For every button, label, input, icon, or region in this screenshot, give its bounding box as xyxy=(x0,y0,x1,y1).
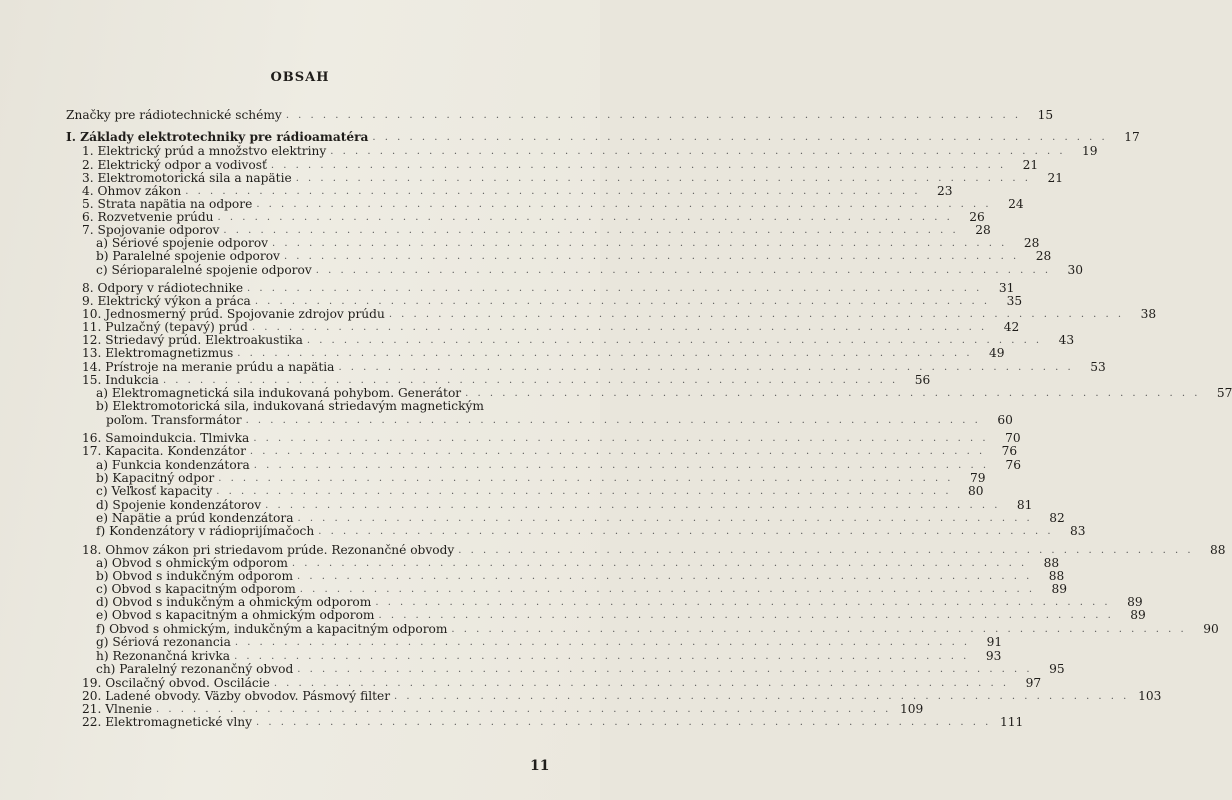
toc-entry-page: 89 xyxy=(1130,608,1146,622)
toc-entry-title: 20. Ladené obvody. Väzby obvodov. Pásmový filter xyxy=(82,689,391,703)
toc-entry xyxy=(66,263,1084,277)
toc-entry xyxy=(66,399,556,413)
toc-entry-page: 93 xyxy=(985,649,1002,663)
toc-entry-page: 76 xyxy=(1001,444,1018,458)
toc-leader-dots: . . . . . . . . . . . . . . . . . . . . . . . . . . . . . . . . . . . . . . . . . . . . . . . . . . . . . . . . . . . . xyxy=(245,415,981,426)
toc-entry-page: 81 xyxy=(1016,498,1033,512)
toc-entry-title: 5. Strata napätia na odpore xyxy=(82,197,253,211)
toc-entry xyxy=(66,689,1162,703)
toc-entry xyxy=(66,543,1226,557)
toc-entry xyxy=(66,236,1040,250)
toc-entry-title: 12. Striedavý prúd. Elektroakustika xyxy=(82,333,303,347)
toc-entry-title: f) Kondenzátory v rádioprijímačoch xyxy=(96,524,315,538)
toc-entry xyxy=(66,715,1024,729)
toc-entry xyxy=(66,184,953,198)
toc-entry xyxy=(66,281,1015,295)
toc-entry-page: 89 xyxy=(1051,582,1068,596)
toc-leader-dots: . . . . . . . . . . . . . . . . . . . . . . . . . . . . . . . . . . . . . . . . . . . . . . . . . . . . . . . . . . . . xyxy=(253,433,989,444)
toc-entry-page: 88 xyxy=(1210,543,1226,557)
toc-entry-title: 3. Elektromotorická sila a napätie xyxy=(82,171,292,185)
toc-entry xyxy=(66,320,1020,334)
toc-leader-dots: . . . . . . . . . . . . . . . . . . . . . . . . . . . . . . . . . . . . . . . . . . . . . . . . . . . . . . . . . . . . xyxy=(253,460,990,471)
toc-entry xyxy=(66,484,984,498)
toc-entry-page: 57 xyxy=(1216,386,1232,400)
toc-leader-dots: . . . . . . . . . . . . . . . . . . . . . . . . . . . . . . . . . . . . . . . . . . . . . . . . . . . . . . . . . . . . xyxy=(291,558,1028,569)
toc-entry-page: 21 xyxy=(1022,158,1039,172)
toc-leader-dots: . . . . . . . . . . . . . . . . . . . . . . . . . . . . . . . . . . . . . . . . . . . . . . . . . . . . . . . . . . . . xyxy=(234,651,970,662)
toc-leader-dots: . . . . . . . . . . . . . . . . . . . . . . . . . . . . . . . . . . . . . . . . . . . . . . . . . . . . . . . . . . . . xyxy=(299,584,1036,595)
toc-entry-title: 11. Pulzačný (tepavý) prúd xyxy=(82,320,248,334)
toc-entry-title: 16. Samoindukcia. Tlmivka xyxy=(82,431,250,445)
toc-leader-dots: . . . . . . . . . . . . . . . . . . . . . . . . . . . . . . . . . . . . . . . . . . . . . . . . . . . . . . . . . . . . xyxy=(297,664,1033,675)
toc-entry-title: 8. Odpory v rádiotechnike xyxy=(82,281,244,295)
toc-leader-dots: . . . . . . . . . . . . . . . . . . . . . . . . . . . . . . . . . . . . . . . . . . . . . . . . . . . . . . . . . . . . xyxy=(251,322,988,333)
toc-entry-page: 97 xyxy=(1025,676,1042,690)
toc-leader-dots: . . . . . . . . . . . . . . . . . . . . . . . . . . . . . . . . . . . . . . . . . . . . . . . . . . . . . . . . . . . . xyxy=(297,571,1033,582)
toc-leader-dots: . . . . . . . . . . . . . . . . . . . . . . . . . . . . . . . . . . . . . . . . . . . . . . . . . . . . . . . . . . . . xyxy=(372,132,1108,143)
toc-leader-dots: . . . . . . . . . . . . . . . . . . . . . . . . . . . . . . . . . . . . . . . . . . . . . . . . . . . . . . . . . . . . xyxy=(265,500,1001,511)
toc-entry-title: b) Obvod s indukčným odporom xyxy=(96,569,294,583)
toc-leader-dots: . . . . . . . . . . . . . . . . . . . . . . . . . . . . . . . . . . . . . . . . . . . . . . . . . . . . . . . . . . . . xyxy=(378,610,1114,621)
toc-entry-title: Značky pre rádiotechnické schémy xyxy=(66,108,282,122)
toc-entry-page: 23 xyxy=(937,184,953,198)
toc-entry-title: 21. Vlnenie xyxy=(82,702,152,716)
toc-entry-title: 1. Elektrický prúd a množstvo elektriny xyxy=(82,144,327,158)
toc-entry-page: 83 xyxy=(1070,524,1086,538)
toc-entry-page: 26 xyxy=(969,210,985,224)
toc-entry-title: 9. Elektrický výkon a práca xyxy=(82,294,251,308)
toc-entry-page: 28 xyxy=(1023,236,1040,250)
toc-entry-title: 4. Ohmov zákon xyxy=(82,184,182,198)
toc-leader-dots: . . . . . . . . . . . . . . . . . . . . . . . . . . . . . . . . . . . . . . . . . . . . . . . . . . . . . . . . . . . . xyxy=(451,624,1187,635)
toc-entry-title: b) Paralelné spojenie odporov xyxy=(96,249,280,263)
toc-leader-dots: . . . . . . . . . . . . . . . . . . . . . . . . . . . . . . . . . . . . . . . . . . . . . . . . . . . . . . . . . . . . xyxy=(285,110,1022,121)
toc-leader-dots: . . . . . . . . . . . . . . . . . . . . . . . . . . . . . . . . . . . . . . . . . . . . . . . . . . . . . . . . . . . . xyxy=(218,473,954,484)
toc-entry-page: 28 xyxy=(975,223,991,237)
toc-entry-page: 30 xyxy=(1067,263,1084,277)
toc-entry-page: 80 xyxy=(968,484,984,498)
toc-entry-title: e) Obvod s kapacitným a ohmickým odporom xyxy=(96,608,375,622)
toc-leader-dots: . . . . . . . . . . . . . . . . . . . . . . . . . . . . . . . . . . . . . . . . . . . . . . . . . . . . . . . . . . . . xyxy=(330,146,1066,157)
toc-entry-title: 13. Elektromagnetizmus xyxy=(82,346,234,360)
toc-leader-dots: . . . . . . . . . . . . . . . . . . . . . . . . . . . . . . . . . . . . . . . . . . . . . . . . . . . . . . . . . . . . xyxy=(216,486,952,497)
toc-entry xyxy=(66,386,1232,400)
toc-entry-title: 22. Elektromagnetické vlny xyxy=(82,715,253,729)
toc-entry xyxy=(66,158,1039,172)
toc-entry-title: a) Funkcia kondenzátora xyxy=(96,458,250,472)
toc-entry-title: d) Obvod s indukčným a ohmickým odporom xyxy=(96,595,372,609)
toc-entry xyxy=(66,556,1060,570)
toc-leader-dots: . . . . . . . . . . . . . . . . . . . . . . . . . . . . . . . . . . . . . . . . . . . . . . . . . . . . . . . . . . . . xyxy=(162,375,899,386)
toc-entry-title: 19. Oscilačný obvod. Oscilácie xyxy=(82,676,270,690)
toc-entry-page: 24 xyxy=(1008,197,1024,211)
toc-leader-dots: . . . . . . . . . . . . . . . . . . . . . . . . . . . . . . . . . . . . . . . . . . . . . . . . . . . . . . . . . . . . xyxy=(283,251,1020,262)
toc-entry-page: 109 xyxy=(900,702,924,716)
toc-entry xyxy=(66,360,1106,374)
toc-entry xyxy=(66,431,1021,445)
toc-entry xyxy=(66,595,1143,609)
toc-entry-page: 76 xyxy=(1005,458,1022,472)
toc-entry-page: 88 xyxy=(1048,569,1065,583)
toc-heading: OBSAH xyxy=(270,70,330,85)
toc-entry-page: 38 xyxy=(1140,307,1157,321)
toc-entry-title: a) Elektromagnetická sila indukovaná pohybom. Generátor xyxy=(96,386,462,400)
toc-entry xyxy=(66,635,1003,649)
toc-entry xyxy=(66,108,1054,122)
toc-entry xyxy=(66,210,985,224)
page-number: 11 xyxy=(530,758,550,774)
toc-entry-title: 10. Jednosmerný prúd. Spojovanie zdrojov prúdu xyxy=(82,307,385,321)
toc-entry-page: 79 xyxy=(969,471,986,485)
toc-entry-page: 28 xyxy=(1035,249,1052,263)
toc-leader-dots: . . . . . . . . . . . . . . . . . . . . . . . . . . . . . . . . . . . . . . . . . . . . . . . . . . . . . . . . . . . . xyxy=(315,265,1052,276)
toc-entry xyxy=(66,608,1146,622)
toc-entry xyxy=(66,171,1063,185)
toc-entry xyxy=(66,197,1024,211)
toc-entry-title: 14. Prístroje na meranie prúdu a napätia xyxy=(82,360,335,374)
toc-entry-title: b) Elektromotorická sila, indukovaná striedavým magnetickým xyxy=(96,399,484,413)
toc-entry-page: 43 xyxy=(1058,333,1075,347)
toc-entry-page: 53 xyxy=(1090,360,1106,374)
toc-entry-page: 90 xyxy=(1203,622,1219,636)
toc-entry xyxy=(66,662,1065,676)
toc-entry-title: 18. Ohmov zákon pri striedavom prúde. Rezonančné obvody xyxy=(82,543,455,557)
toc-entry-title: 2. Elektrický odpor a vodivosť xyxy=(82,158,267,172)
toc-leader-dots: . . . . . . . . . . . . . . . . . . . . . . . . . . . . . . . . . . . . . . . . . . . . . . . . . . . . . . . . . . . . xyxy=(388,309,1125,320)
toc-leader-dots: . . . . . . . . . . . . . . . . . . . . . . . . . . . . . . . . . . . . . . . . . . . . . . . . . . . . . . . . . . . . xyxy=(247,283,983,294)
toc-entry-title: a) Obvod s ohmickým odporom xyxy=(96,556,288,570)
toc-entry-page: 60 xyxy=(997,413,1013,427)
toc-entry-page: 15 xyxy=(1037,108,1054,122)
toc-leader-dots: . . . . . . . . . . . . . . . . . . . . . . . . . . . . . . . . . . . . . . . . . . . . . . . . . . . . . . . . . . . . xyxy=(458,545,1194,556)
toc-entry xyxy=(66,524,1086,538)
toc-entry xyxy=(66,471,986,485)
toc-entry xyxy=(66,569,1065,583)
toc-leader-dots: . . . . . . . . . . . . . . . . . . . . . . . . . . . . . . . . . . . . . . . . . . . . . . . . . . . . . . . . . . . . xyxy=(272,238,1008,249)
toc-entry-title: 17. Kapacita. Kondenzátor xyxy=(82,444,246,458)
toc-entry-page: 88 xyxy=(1043,556,1060,570)
toc-entry-page: 95 xyxy=(1049,662,1065,676)
toc-leader-dots: . . . . . . . . . . . . . . . . . . . . . . . . . . . . . . . . . . . . . . . . . . . . . . . . . . . . . . . . . . . . xyxy=(217,212,953,223)
toc-leader-dots: . . . . . . . . . . . . . . . . . . . . . . . . . . . . . . . . . . . . . . . . . . . . . . . . . . . . . . . . . . . . xyxy=(394,691,1130,702)
toc-entry-page: 70 xyxy=(1005,431,1021,445)
toc-entry xyxy=(66,702,924,716)
toc-leader-dots: . . . . . . . . . . . . . . . . . . . . . . . . . . . . . . . . . . . . . . . . . . . . . . . . . . . . . . . . . . . . xyxy=(375,597,1111,608)
toc-entry-page: 31 xyxy=(998,281,1015,295)
toc-entry-title: poľom. Transformátor xyxy=(106,413,242,427)
toc-entry-title: h) Rezonančná krivka xyxy=(96,649,231,663)
toc-entry-title: I. Základy elektrotechniky pre rádioamatéra xyxy=(66,130,369,144)
toc-leader-dots: . . . . . . . . . . . . . . . . . . . . . . . . . . . . . . . . . . . . . . . . . . . . . . . . . . . . . . . . . . . . xyxy=(237,348,973,359)
toc-entry xyxy=(66,223,991,237)
toc-entry-title: 15. Indukcia xyxy=(82,373,159,387)
toc-entry xyxy=(66,346,1005,360)
toc-entry-page: 49 xyxy=(989,346,1005,360)
toc-entry xyxy=(66,511,1065,525)
toc-entry xyxy=(66,413,1013,427)
toc-leader-dots: . . . . . . . . . . . . . . . . . . . . . . . . . . . . . . . . . . . . . . . . . . . . . . . . . . . . . . . . . . . . xyxy=(155,704,892,715)
toc-entry xyxy=(66,582,1068,596)
toc-entry xyxy=(66,458,1022,472)
toc-entry-title: c) Sérioparalelné spojenie odporov xyxy=(96,263,312,277)
toc-leader-dots: . . . . . . . . . . . . . . . . . . . . . . . . . . . . . . . . . . . . . . . . . . . . . . . . . . . . . . . . . . . . xyxy=(295,173,1031,184)
toc-leader-dots: . . . . . . . . . . . . . . . . . . . . . . . . . . . . . . . . . . . . . . . . . . . . . . . . . . . . . . . . . . . . xyxy=(273,678,1010,689)
toc-entry xyxy=(66,373,931,387)
toc-leader-dots: . . . . . . . . . . . . . . . . . . . . . . . . . . . . . . . . . . . . . . . . . . . . . . . . . . . . . . . . . . . . xyxy=(256,199,992,210)
toc-entry-page: 89 xyxy=(1127,595,1143,609)
toc-entry xyxy=(66,130,1140,144)
toc-leader-dots: . . . . . . . . . . . . . . . . . . . . . . . . . . . . . . . . . . . . . . . . . . . . . . . . . . . . . . . . . . . . xyxy=(256,717,992,728)
toc-entry-title: 6. Rozvetvenie prúdu xyxy=(82,210,214,224)
toc-entry-title: g) Sériová rezonancia xyxy=(96,635,231,649)
toc-entry-title: e) Napätie a prúd kondenzátora xyxy=(96,511,294,525)
toc-entry xyxy=(66,294,1023,308)
toc-entry-page: 82 xyxy=(1049,511,1065,525)
toc-leader-dots: . . . . . . . . . . . . . . . . . . . . . . . . . . . . . . . . . . . . . . . . . . . . . . . . . . . . . . . . . . . . xyxy=(234,637,971,648)
toc-leader-dots: . . . . . . . . . . . . . . . . . . . . . . . . . . . . . . . . . . . . . . . . . . . . . . . . . . . . . . . . . . . . xyxy=(318,526,1054,537)
toc-entry-page: 103 xyxy=(1138,689,1162,703)
toc-entry-title: d) Spojenie kondenzátorov xyxy=(96,498,262,512)
toc-entry-title: c) Obvod s kapacitným odporom xyxy=(96,582,296,596)
toc-leader-dots: . . . . . . . . . . . . . . . . . . . . . . . . . . . . . . . . . . . . . . . . . . . . . . . . . . . . . . . . . . . . xyxy=(249,446,986,457)
toc-entry-title: f) Obvod s ohmickým, indukčným a kapacitným odporom xyxy=(96,622,448,636)
toc-leader-dots: . . . . . . . . . . . . . . . . . . . . . . . . . . . . . . . . . . . . . . . . . . . . . . . . . . . . . . . . . . . . xyxy=(270,160,1007,171)
toc-entry-page: 35 xyxy=(1006,294,1023,308)
toc-leader-dots: . . . . . . . . . . . . . . . . . . . . . . . . . . . . . . . . . . . . . . . . . . . . . . . . . . . . . . . . . . . . xyxy=(465,388,1201,399)
toc-entry-title: a) Sériové spojenie odporov xyxy=(96,236,269,250)
toc-entry xyxy=(66,249,1052,263)
toc-entry xyxy=(66,649,1002,663)
toc-entry-title: ch) Paralelný rezonančný obvod xyxy=(96,662,294,676)
toc-entry-page: 56 xyxy=(914,373,931,387)
toc-entry xyxy=(66,333,1075,347)
toc-leader-dots: . . . . . . . . . . . . . . . . . . . . . . . . . . . . . . . . . . . . . . . . . . . . . . . . . . . . . . . . . . . . xyxy=(185,186,921,197)
toc-entry xyxy=(66,622,1219,636)
toc-entry-title: 7. Spojovanie odporov xyxy=(82,223,220,237)
toc-leader-dots: . . . . . . . . . . . . . . . . . . . . . . . . . . . . . . . . . . . . . . . . . . . . . . . . . . . . . . . . . . . . xyxy=(306,335,1043,346)
toc-entry-page: 111 xyxy=(1000,715,1024,729)
toc-entry xyxy=(66,676,1042,690)
toc-entry xyxy=(66,307,1157,321)
toc-entry-page: 91 xyxy=(986,635,1003,649)
toc-entry xyxy=(66,498,1033,512)
toc-entry-page: 17 xyxy=(1124,130,1140,144)
toc-entry-page: 19 xyxy=(1082,144,1098,158)
toc-entry xyxy=(66,444,1018,458)
toc-entry-title: b) Kapacitný odpor xyxy=(96,471,215,485)
toc-entry-title: c) Veľkosť kapacity xyxy=(96,484,213,498)
toc-leader-dots: . . . . . . . . . . . . . . . . . . . . . . . . . . . . . . . . . . . . . . . . . . . . . . . . . . . . . . . . . . . . xyxy=(223,225,959,236)
toc-entry-page: 42 xyxy=(1003,320,1020,334)
toc-leader-dots: . . . . . . . . . . . . . . . . . . . . . . . . . . . . . . . . . . . . . . . . . . . . . . . . . . . . . . . . . . . . xyxy=(338,362,1074,373)
toc-entry-page: 21 xyxy=(1047,171,1063,185)
toc-entry xyxy=(66,144,1098,158)
toc-leader-dots: . . . . . . . . . . . . . . . . . . . . . . . . . . . . . . . . . . . . . . . . . . . . . . . . . . . . . . . . . . . . xyxy=(297,513,1033,524)
toc-leader-dots: . . . . . . . . . . . . . . . . . . . . . . . . . . . . . . . . . . . . . . . . . . . . . . . . . . . . . . . . . . . . xyxy=(254,296,991,307)
